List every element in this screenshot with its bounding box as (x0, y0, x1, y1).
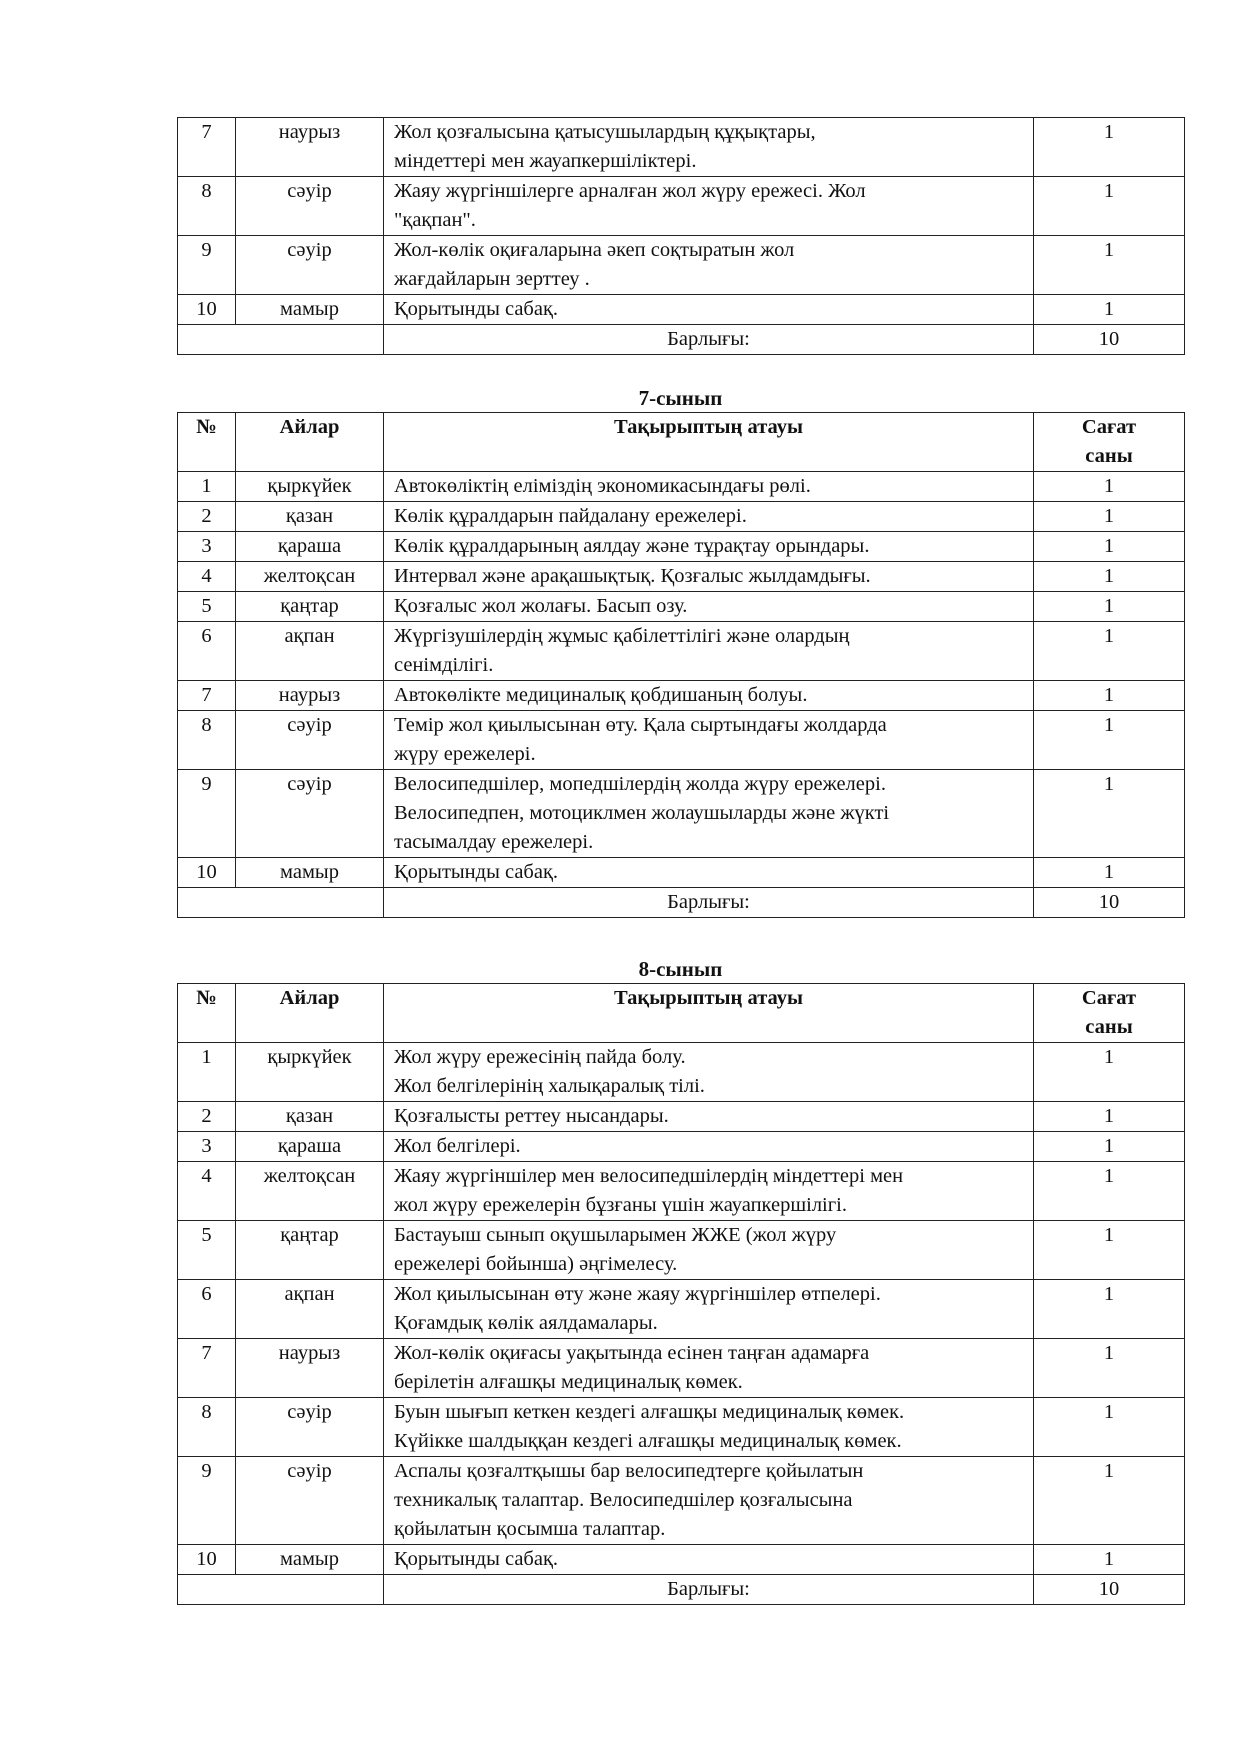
row-hours: 1 (1034, 622, 1185, 681)
total-row (178, 1575, 1185, 1605)
table-row (178, 681, 1185, 711)
topic-line: Жол қозғалысына қатысушылардың құқықтары, (394, 121, 816, 143)
row-hours: 1 (1034, 1280, 1185, 1339)
table-row (178, 532, 1185, 562)
table-continuation-block (177, 117, 1184, 355)
row-month: желтоқсан (236, 562, 384, 592)
table-row (178, 1457, 1185, 1545)
table-row (178, 1545, 1185, 1575)
topic-line: техникалық талаптар. Велосипедшілер қозғалысына (394, 1489, 853, 1511)
total-value: 10 (1034, 888, 1185, 918)
topic-line: жол жүру ережелерін бұзғаны үшін жауапкершілігі. (394, 1194, 847, 1216)
row-topic (384, 562, 1034, 592)
row-number: 9 (178, 770, 236, 858)
schedule-table-continued (177, 117, 1185, 355)
row-hours: 1 (1034, 1221, 1185, 1280)
table-row (178, 1280, 1185, 1339)
header-number: № (178, 984, 236, 1043)
topic-line: берілетін алғашқы медициналық көмек. (394, 1371, 743, 1393)
row-hours: 1 (1034, 1339, 1185, 1398)
topic-line: Көлік құралдарын пайдалану ережелері. (394, 505, 747, 527)
row-hours: 1 (1034, 1162, 1185, 1221)
row-month: желтоқсан (236, 1162, 384, 1221)
topic-line: Велосипедшілер, мопедшілердің жолда жүру ережелері. (394, 773, 886, 795)
topic-line: міндеттері мен жауапкершіліктері. (394, 150, 697, 172)
row-hours: 1 (1034, 177, 1185, 236)
row-month: сәуір (236, 711, 384, 770)
topic-line: Қорытынды сабақ. (394, 298, 559, 320)
row-month: мамыр (236, 1545, 384, 1575)
row-hours: 1 (1034, 1398, 1185, 1457)
topic-line: қойылатын қосымша талаптар. (394, 1518, 666, 1540)
row-month: наурыз (236, 681, 384, 711)
header-row (178, 984, 1185, 1043)
row-number: 9 (178, 1457, 236, 1545)
header-row (178, 413, 1185, 472)
topic-line: Жаяу жүргіншілер мен велосипедшілердің міндеттері мен (394, 1165, 904, 1187)
row-topic (384, 1043, 1034, 1102)
row-topic (384, 1221, 1034, 1280)
topic-line: Автокөліктің еліміздің экономикасындағы рөлі. (394, 475, 811, 497)
row-month: қаңтар (236, 592, 384, 622)
row-topic (384, 1339, 1034, 1398)
row-month: сәуір (236, 236, 384, 295)
row-number: 2 (178, 1102, 236, 1132)
row-number: 6 (178, 1280, 236, 1339)
table-body (178, 1043, 1185, 1605)
topic-line: Қозғалыс жол жолағы. Басып озу. (394, 595, 688, 617)
row-number: 2 (178, 502, 236, 532)
table-row (178, 770, 1185, 858)
table-body (178, 472, 1185, 918)
row-month: қаңтар (236, 1221, 384, 1280)
row-number: 5 (178, 1221, 236, 1280)
row-hours: 1 (1034, 502, 1185, 532)
row-month: қыркүйек (236, 1043, 384, 1102)
row-hours: 1 (1034, 1043, 1185, 1102)
topic-line: Қоғамдық көлік аялдамалары. (394, 1312, 658, 1334)
grade-7-block (177, 384, 1184, 918)
row-month: мамыр (236, 295, 384, 325)
table-row (178, 1132, 1185, 1162)
header-hours (1034, 984, 1185, 1043)
row-month: қыркүйек (236, 472, 384, 502)
header-topic: Тақырыптың атауы (384, 413, 1034, 472)
row-month: қараша (236, 1132, 384, 1162)
row-topic (384, 236, 1034, 295)
total-value: 10 (1034, 325, 1185, 355)
schedule-table-grade-7 (177, 412, 1185, 918)
row-hours: 1 (1034, 236, 1185, 295)
row-topic (384, 681, 1034, 711)
topic-line: Қозғалысты реттеу нысандары. (394, 1105, 669, 1127)
row-number: 4 (178, 562, 236, 592)
row-topic (384, 472, 1034, 502)
topic-line: Күйікке шалдыққан кездегі алғашқы медициналық көмек. (394, 1430, 902, 1452)
topic-line: Темір жол қиылысынан өту. Қала сыртындағы жолдарда (394, 714, 887, 736)
topic-line: Көлік құралдарының аялдау және тұрақтау орындары. (394, 535, 870, 557)
row-hours: 1 (1034, 681, 1185, 711)
row-topic (384, 118, 1034, 177)
topic-line: тасымалдау ережелері. (394, 831, 594, 853)
row-topic (384, 622, 1034, 681)
total-row (178, 888, 1185, 918)
row-month: наурыз (236, 118, 384, 177)
row-month: сәуір (236, 1457, 384, 1545)
header-hours-line: саны (1085, 1016, 1133, 1038)
row-topic (384, 1132, 1034, 1162)
table-row (178, 1221, 1185, 1280)
topic-line: Жол-көлік оқиғасы уақытында есінен таңған адамарға (394, 1342, 870, 1364)
table-row (178, 502, 1185, 532)
header-hours-line: Сағат (1081, 987, 1137, 1009)
header-hours-line: саны (1085, 445, 1133, 467)
table-row (178, 592, 1185, 622)
topic-line: Интервал және арақашықтық. Қозғалыс жылдамдығы. (394, 565, 871, 587)
topic-line: ережелері бойынша) әңгімелесу. (394, 1253, 678, 1275)
total-row (178, 325, 1185, 355)
topic-line: жағдайларын зерттеу . (394, 268, 590, 290)
table-row (178, 177, 1185, 236)
row-number: 8 (178, 177, 236, 236)
topic-line: "қақпан". (394, 209, 476, 231)
row-number: 1 (178, 1043, 236, 1102)
row-month: сәуір (236, 177, 384, 236)
row-number: 10 (178, 295, 236, 325)
row-number: 8 (178, 1398, 236, 1457)
row-number: 4 (178, 1162, 236, 1221)
row-hours: 1 (1034, 118, 1185, 177)
row-number: 7 (178, 1339, 236, 1398)
row-topic (384, 858, 1034, 888)
row-hours: 1 (1034, 562, 1185, 592)
topic-line: жүру ережелері. (394, 743, 536, 765)
row-number: 10 (178, 1545, 236, 1575)
row-month: сәуір (236, 1398, 384, 1457)
header-month: Айлар (236, 413, 384, 472)
table-row (178, 118, 1185, 177)
topic-line: Жүргізушілердің жұмыс қабілеттілігі және олардың (394, 625, 850, 647)
row-hours: 1 (1034, 532, 1185, 562)
table-header (178, 984, 1185, 1043)
row-month: мамыр (236, 858, 384, 888)
table-body (178, 118, 1185, 355)
row-number: 1 (178, 472, 236, 502)
topic-line: Автокөлікте медициналық қобдишаның болуы. (394, 684, 808, 706)
row-month: сәуір (236, 770, 384, 858)
row-hours: 1 (1034, 858, 1185, 888)
row-number: 8 (178, 711, 236, 770)
topic-line: Велосипедпен, мотоциклмен жолаушыларды және жүкті (394, 802, 890, 824)
row-topic (384, 1102, 1034, 1132)
table-row (178, 472, 1185, 502)
topic-line: Буын шығып кеткен кездегі алғашқы медициналық көмек. (394, 1401, 905, 1423)
row-topic (384, 1162, 1034, 1221)
total-empty-cell (178, 325, 384, 355)
total-empty-cell (178, 888, 384, 918)
row-number: 6 (178, 622, 236, 681)
row-hours: 1 (1034, 592, 1185, 622)
row-topic (384, 295, 1034, 325)
row-hours: 1 (1034, 1132, 1185, 1162)
table-row (178, 1102, 1185, 1132)
total-empty-cell (178, 1575, 384, 1605)
total-label: Барлығы: (384, 888, 1034, 918)
row-month: ақпан (236, 1280, 384, 1339)
row-hours: 1 (1034, 1457, 1185, 1545)
row-month: қазан (236, 1102, 384, 1132)
table-row (178, 1043, 1185, 1102)
row-topic (384, 532, 1034, 562)
section-title: 7-сынып (638, 386, 723, 410)
row-topic (384, 502, 1034, 532)
row-number: 7 (178, 681, 236, 711)
total-value: 10 (1034, 1575, 1185, 1605)
row-month: ақпан (236, 622, 384, 681)
row-topic (384, 711, 1034, 770)
row-topic (384, 177, 1034, 236)
topic-line: Қорытынды сабақ. (394, 861, 559, 883)
section-title: 8-сынып (638, 957, 723, 981)
row-number: 10 (178, 858, 236, 888)
table-row (178, 236, 1185, 295)
row-hours: 1 (1034, 770, 1185, 858)
topic-line: сенімділігі. (394, 654, 494, 676)
row-hours: 1 (1034, 1102, 1185, 1132)
grade-8-block (177, 955, 1184, 1605)
table-row (178, 1162, 1185, 1221)
row-month: қараша (236, 532, 384, 562)
row-hours: 1 (1034, 472, 1185, 502)
row-topic (384, 1398, 1034, 1457)
topic-line: Жол белгілері. (394, 1135, 521, 1157)
table-row (178, 1398, 1185, 1457)
row-number: 3 (178, 532, 236, 562)
row-number: 3 (178, 1132, 236, 1162)
total-label: Барлығы: (384, 1575, 1034, 1605)
table-row (178, 295, 1185, 325)
header-hours-line: Сағат (1081, 416, 1137, 438)
table-row (178, 711, 1185, 770)
header-topic: Тақырыптың атауы (384, 984, 1034, 1043)
row-topic (384, 1280, 1034, 1339)
topic-line: Жол-көлік оқиғаларына әкеп соқтыратын жол (394, 239, 795, 261)
row-topic (384, 1457, 1034, 1545)
header-number: № (178, 413, 236, 472)
row-hours: 1 (1034, 1545, 1185, 1575)
row-hours: 1 (1034, 711, 1185, 770)
header-hours (1034, 413, 1185, 472)
table-row (178, 858, 1185, 888)
row-number: 7 (178, 118, 236, 177)
header-month: Айлар (236, 984, 384, 1043)
topic-line: Бастауыш сынып оқушыларымен ЖЖЕ (жол жүру (394, 1224, 837, 1246)
topic-line: Жол қиылысынан өту және жаяу жүргіншілер өтпелері. (394, 1283, 881, 1305)
table-row (178, 622, 1185, 681)
row-topic (384, 770, 1034, 858)
schedule-table-grade-8 (177, 983, 1185, 1605)
topic-line: Жол белгілерінің халықаралық тілі. (394, 1075, 705, 1097)
topic-line: Жаяу жүргіншілерге арналған жол жүру ережесі. Жол (394, 180, 866, 202)
topic-line: Аспалы қозғалтқышы бар велосипедтерге қойылатын (394, 1460, 864, 1482)
row-number: 5 (178, 592, 236, 622)
table-row (178, 562, 1185, 592)
row-hours: 1 (1034, 295, 1185, 325)
row-topic (384, 592, 1034, 622)
row-month: наурыз (236, 1339, 384, 1398)
table-header (178, 413, 1185, 472)
topic-line: Жол жүру ережесінің пайда болу. (394, 1046, 686, 1068)
row-month: қазан (236, 502, 384, 532)
row-topic (384, 1545, 1034, 1575)
total-label: Барлығы: (384, 325, 1034, 355)
row-number: 9 (178, 236, 236, 295)
table-row (178, 1339, 1185, 1398)
topic-line: Қорытынды сабақ. (394, 1548, 559, 1570)
